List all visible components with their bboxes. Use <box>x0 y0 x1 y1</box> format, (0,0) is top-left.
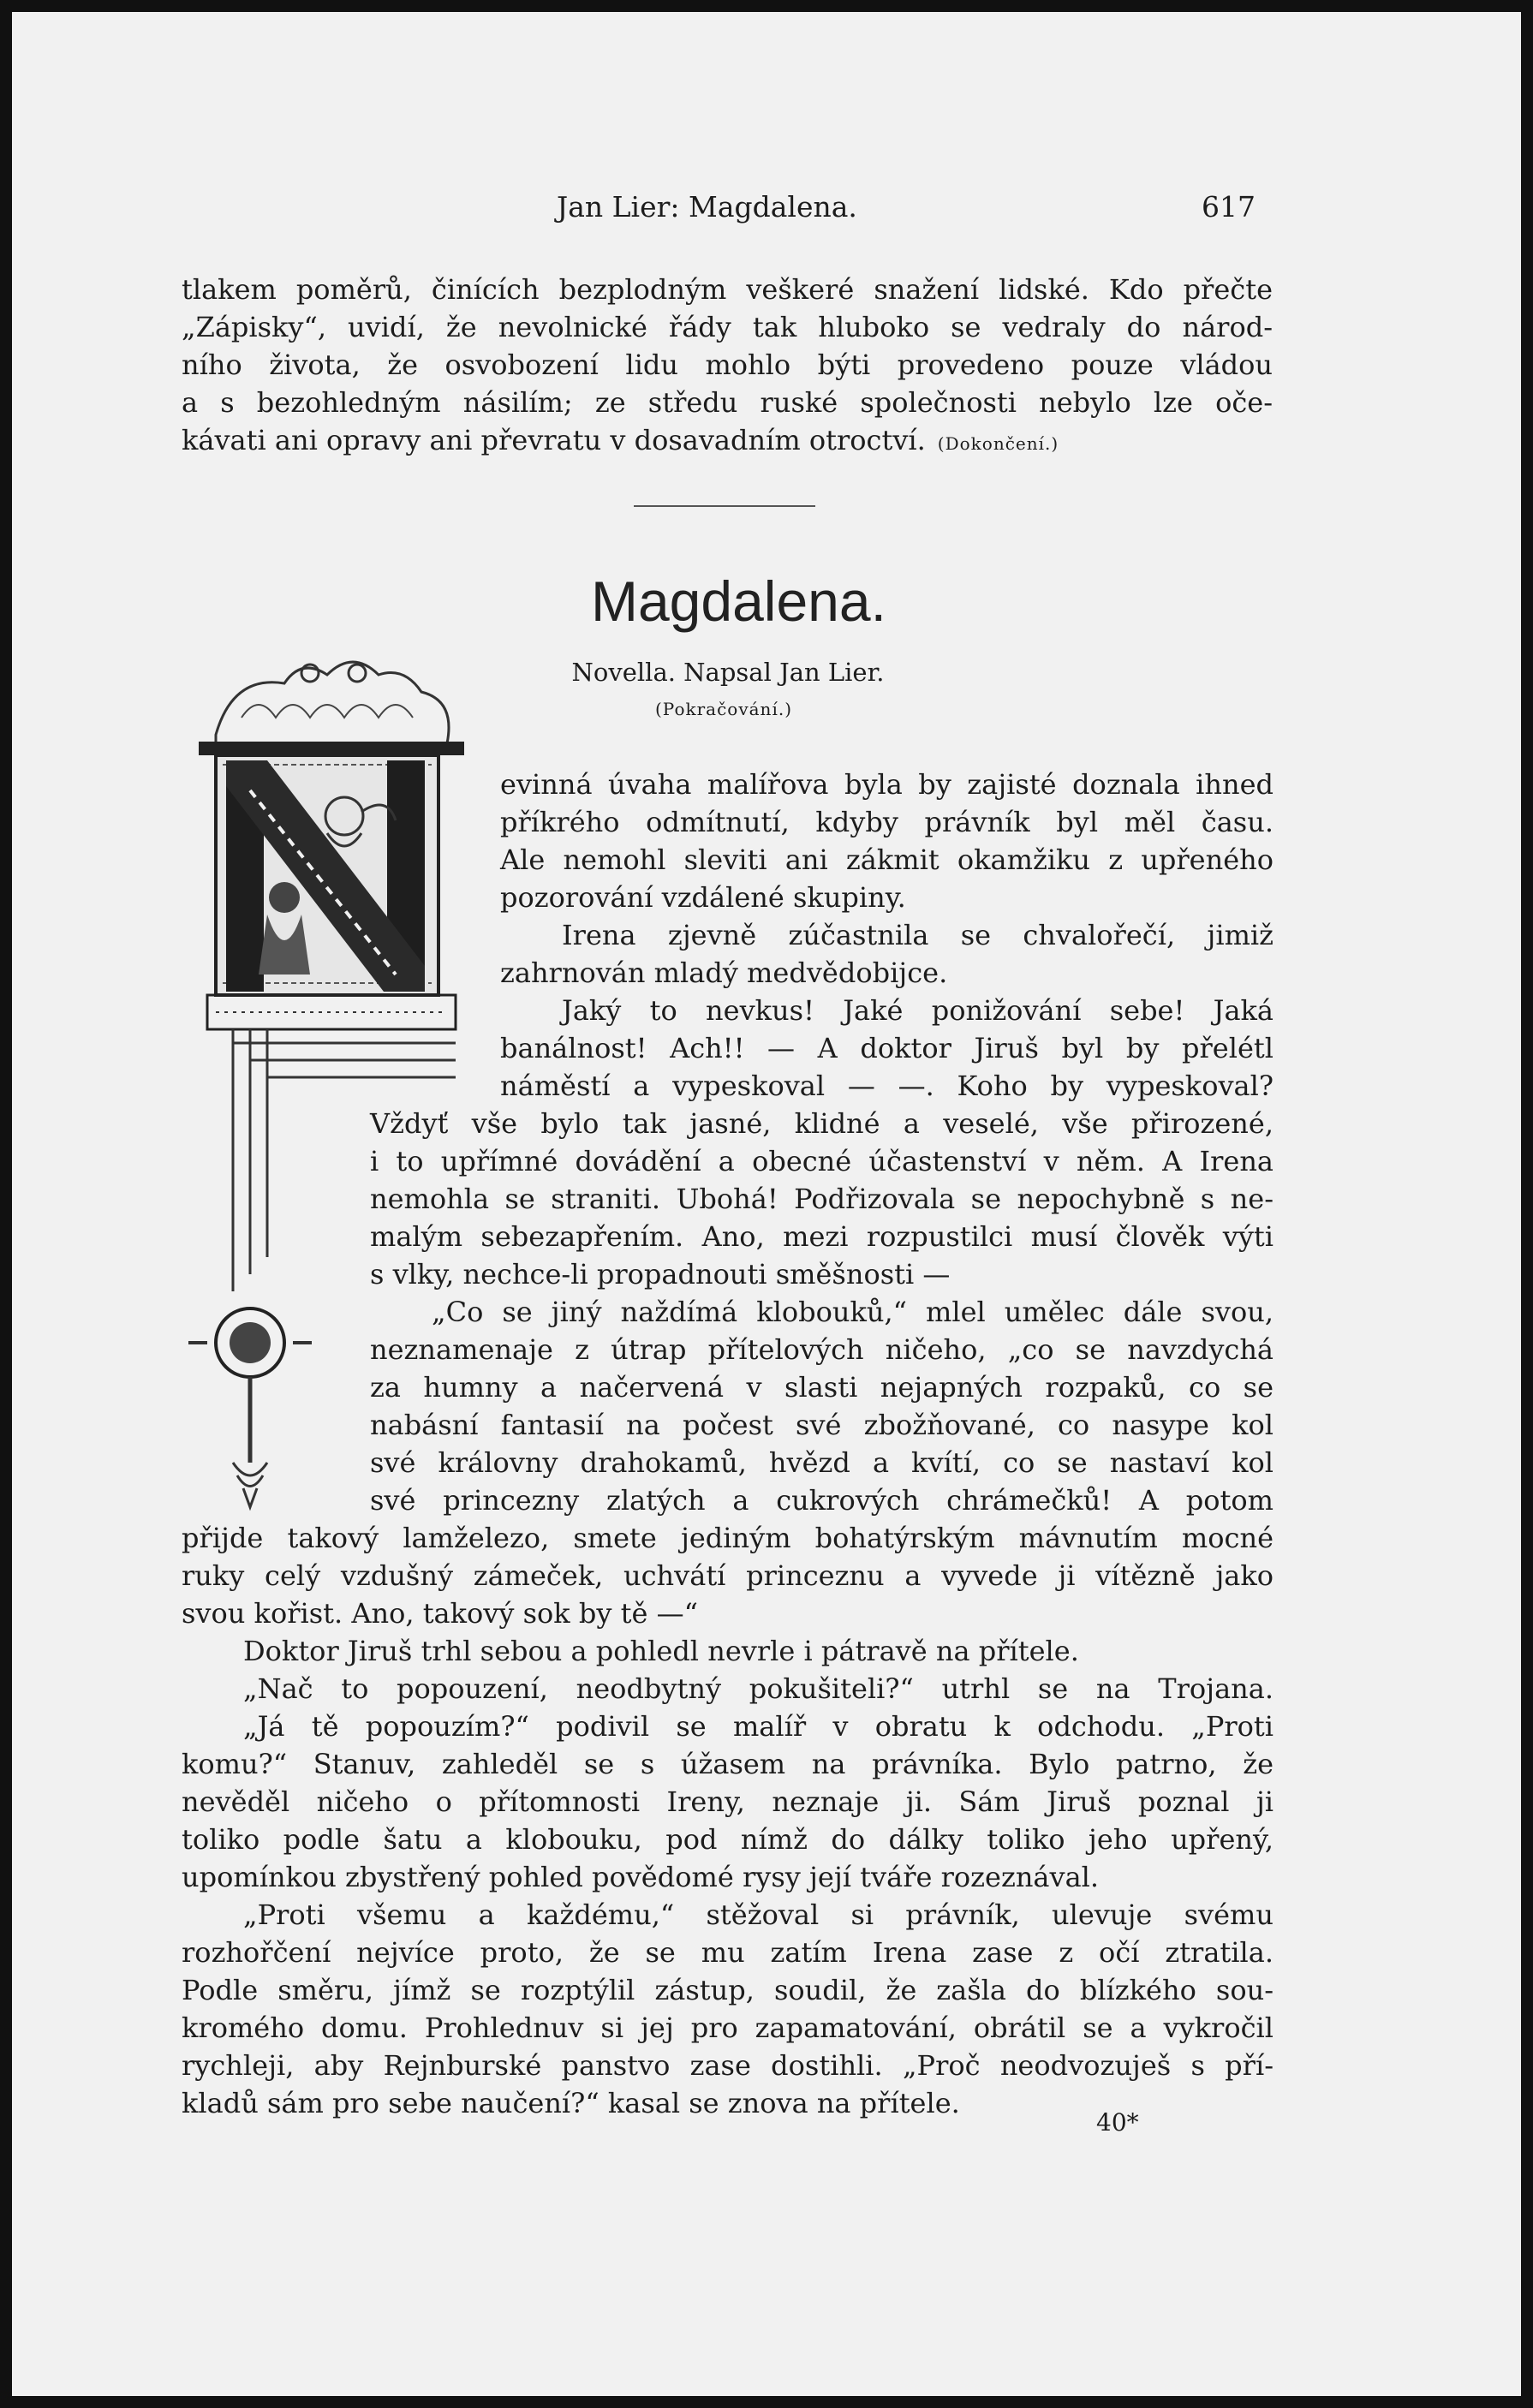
text-line: nabásní fantasií na počest své zbožňované, co nasype kol <box>370 1409 1274 1441</box>
text-line: kromého domu. Prohlednuv si jej pro zapamatování, obrátil se a vykročil <box>182 2012 1274 2044</box>
text-line: své královny drahokamů, hvězd a kvítí, co se nastaví kol <box>370 1446 1274 1479</box>
text-line: ního života, že osvobození lidu mohlo býti provedeno pouze vládou <box>182 349 1273 381</box>
story-subtitle: Novella. Napsal Jan Lier. <box>571 658 885 687</box>
story-text-beside-stem <box>370 1105 1274 1519</box>
story-text-full-width <box>182 1519 1274 2122</box>
text-line: toliko podle šatu a klobouku, pod nímž do dálky toliko jeho upřený, <box>182 1823 1274 1856</box>
text-line: malým sebezapřením. Ano, mezi rozpustilci musí člověk výti <box>370 1220 1274 1253</box>
text-line: Podle směru, jímž se rozptýlil zástup, soudil, že zašla do blízkého sou- <box>182 1974 1274 2006</box>
text-line: „Co se jiný naždímá klobouků,“ mlel umělec dále svou, <box>432 1296 1274 1328</box>
text-line: „Zápisky“, uvidí, že nevolnické řády tak hluboko se vedraly do národ- <box>182 311 1273 343</box>
text-line: Jaký to nevkus! Jaké ponižování sebe! Jaká <box>562 994 1274 1027</box>
running-title: Jan Lier: Magdalena. <box>557 190 857 224</box>
text-line: náměstí a vypeskoval — —. Koho by vypeskoval? <box>500 1070 1274 1102</box>
text-line: nevěděl ničeho o přítomnosti Ireny, neznaje ji. Sám Jiruš poznal ji <box>182 1785 1274 1818</box>
story-text-beside-initial <box>500 766 1274 1105</box>
text-line <box>182 421 1273 462</box>
previous-article-text <box>182 271 1273 462</box>
text-line: Ale nemohl sleviti ani zákmit okamžiku z upřeného <box>500 843 1274 876</box>
text-line: s vlky, nechce-li propadnouti směšnosti — <box>370 1258 951 1290</box>
text-line: zahrnován mladý medvědobijce. <box>500 957 948 989</box>
text-line: „Nač to popouzení, neodbytný pokušiteli?“ utrhl se na Trojana. <box>243 1672 1274 1705</box>
text-line: banálnost! Ach!! — A doktor Jiruš byl by přelétl <box>500 1032 1274 1064</box>
signature-mark: 40* <box>1096 2108 1139 2137</box>
text-line: rychleji, aby Rejnburské panstvo zase dostihli. „Proč neodvozuješ s pří- <box>182 2049 1274 2082</box>
page-number: 617 <box>1202 190 1256 224</box>
text-line: pozorování vzdálené skupiny. <box>500 881 906 914</box>
text-line: rozhořčení nejvíce proto, že se mu zatím Irena zase z očí ztratila. <box>182 1936 1274 1969</box>
text-line: Vždyť vše bylo tak jasné, klidné a veselé, vše přirozené, <box>370 1107 1274 1140</box>
text-line: za humny a načervená v slasti nejapných rozpaků, co se <box>370 1371 1274 1404</box>
text-line: Doktor Jiruš trhl sebou a pohledl nevrle i pátravě na přítele. <box>243 1635 1079 1667</box>
end-note: (Dokončení.) <box>937 433 1059 454</box>
text-line: evinná úvaha malířova byla by zajisté doznala ihned <box>500 768 1274 801</box>
text-line: ruky celý vzdušný zámeček, uchvátí princeznu a vyvede ji vítězně jako <box>182 1559 1274 1592</box>
text-line: tlakem poměrů, činících bezplodným veškeré snažení lidské. Kdo přečte <box>182 273 1273 306</box>
text-line: své princezny zlatých a cukrových chrámečků! A potom <box>370 1484 1274 1517</box>
text-line: svou kořist. Ano, takový sok by tě —“ <box>182 1597 698 1630</box>
text-line: „Proti všemu a každému,“ stěžoval si právník, ulevuje svému <box>243 1898 1274 1931</box>
section-divider <box>634 505 815 507</box>
text-line: i to upřímné dovádění a obecné účastenství v něm. A Irena <box>370 1145 1274 1177</box>
story-title: Magdalena. <box>591 569 886 633</box>
text-line: příkrého odmítnutí, kdyby právník byl měl času. <box>500 806 1274 838</box>
text-line: a s bezohledným násilím; ze středu ruské společnosti nebylo lze oče- <box>182 386 1273 419</box>
text-line: „Já tě popouzím?“ podivil se malíř v obratu k odchodu. „Proti <box>243 1710 1274 1743</box>
text-line: přijde takový lamželezo, smete jediným bohatýrským mávnutím mocné <box>182 1522 1274 1554</box>
text-line: Irena zjevně zúčastnila se chvalořečí, jimiž <box>562 919 1274 951</box>
text-line: kladů sám pro sebe naučení?“ kasal se znova na přítele. <box>182 2087 960 2119</box>
text-line: neznamenaje z útrap přítelových ničeho, „co se navzdychá <box>370 1333 1274 1366</box>
continuation-note: (Pokračování.) <box>655 699 792 719</box>
text-line: komu?“ Stanuv, zahleděl se s úžasem na právníka. Bylo patrno, že <box>182 1748 1274 1780</box>
text-line-content: kávati ani opravy ani převratu v dosavadním otroctví. <box>182 424 926 456</box>
text-line: nemohla se straniti. Ubohá! Podřizovala se nepochybně s ne- <box>370 1183 1274 1215</box>
text-line: upomínkou zbystřený pohled povědomé rysy její tváře rozeznával. <box>182 1861 1100 1893</box>
